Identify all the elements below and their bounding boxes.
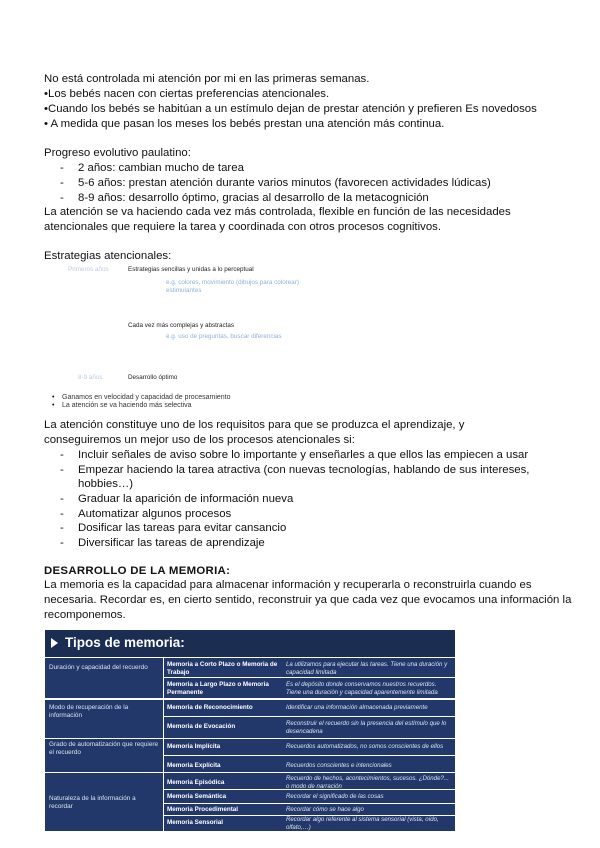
requirement-item: Incluir señales de aviso sobre lo importante y enseñarles a que ellos las empiecen a usar xyxy=(78,449,529,461)
table-category: Modo de recuperación de la información xyxy=(49,704,129,719)
memory-desc: Recuerdos automatizados, no somos conscientes de ellos xyxy=(286,743,444,750)
table-title: Tipos de memoria: xyxy=(65,635,185,650)
table-row xyxy=(164,699,455,716)
table-row xyxy=(164,772,455,789)
memory-types-table xyxy=(45,630,455,830)
progress-title: Progreso evolutivo paulatino: xyxy=(44,147,191,159)
requirement-item: Diversificar las tareas de aprendizaje xyxy=(78,537,265,549)
list-dash: - xyxy=(60,162,64,174)
list-dash: - xyxy=(60,192,64,204)
table-category: Grado de automatización que requiere el recuerdo xyxy=(49,741,159,756)
table-row xyxy=(164,657,455,677)
memory-type: Memoria Episódica xyxy=(167,779,225,786)
intro-line: No está controlada mi atención por mi en las primeras semanas. xyxy=(44,73,370,85)
memory-desc: Reconstruir el recuerdo sin la presencia del estímulo que lo desencadena xyxy=(286,720,447,735)
memory-type: Memoria a Corto Plazo o Memoria de Trabajo xyxy=(167,661,278,676)
progress-item: 5-6 años: prestan atención durante varios minutos (favorecen actividades lúdicas) xyxy=(78,177,491,189)
memory-text: recomponemos. xyxy=(44,609,126,621)
bullet-icon: • xyxy=(52,394,55,401)
table-row xyxy=(164,789,455,803)
strategies-title: Estrategias atencionales: xyxy=(44,250,172,262)
list-dash: - xyxy=(60,177,64,189)
progress-summary: La atención se va haciendo cada vez más controlada, flexible en función de las necesidades xyxy=(44,206,511,218)
memory-type: Memoria de Evocación xyxy=(167,723,236,730)
diagram-bullet: Ganamos en velocidad y capacidad de procesamiento xyxy=(62,394,231,401)
requirement-item: Automatizar algunos procesos xyxy=(78,508,232,520)
table-category-cell xyxy=(45,738,163,772)
memory-desc: Recuerdos conscientes e intencionales xyxy=(286,762,392,769)
list-dash: - xyxy=(60,522,64,534)
memory-heading: DESARROLLO DE LA MEMORIA: xyxy=(44,565,231,577)
intro-line: • A medida que pasan los meses los bebés prestan una atención más continua. xyxy=(44,118,445,130)
stage-title: Estrategias sencillas y unidas a lo perceptual xyxy=(128,266,254,273)
progress-item: 8-9 años: desarrollo óptimo, gracias al desarrollo de la metacognición xyxy=(78,192,429,204)
requirement-item: Dosificar las tareas para evitar cansancio xyxy=(78,522,287,534)
memory-desc: Recuerdo de hechos, acontecimientos, sucesos. ¿Dónde?... o modo de narración xyxy=(286,775,449,790)
memory-text: La memoria es la capacidad para almacenar información y recuperarla o reconstruirla cuando es xyxy=(44,579,532,591)
bullet-icon: • xyxy=(52,402,55,409)
stage-note: e.g. uso de preguntas, buscar diferencias xyxy=(166,333,282,340)
stage-label: 8-9 años xyxy=(78,374,103,381)
table-category-cell xyxy=(45,699,163,738)
intro-line: •Cuando los bebés se habitúan a un estímulo dejan de prestar atención y prefieren Es novedosos xyxy=(44,103,537,115)
table-row xyxy=(164,755,455,772)
memory-type: Memoria a Largo Plazo o Memoria Permanente xyxy=(167,681,269,696)
diagram-bullet: La atención se va haciendo más selectiva xyxy=(62,402,192,409)
table-category-cell xyxy=(45,657,163,698)
progress-summary: atencionales que requiere la tarea y coordinada con otros procesos cognitivos. xyxy=(44,221,442,233)
table-category-cell xyxy=(45,772,163,831)
table-category: Duración y capacidad del recuerdo xyxy=(49,664,148,671)
table-header xyxy=(45,630,455,657)
arrow-right-icon xyxy=(51,638,58,648)
memory-type: Memoria Implícita xyxy=(167,743,221,750)
table-category: Naturaleza de la información a recordar xyxy=(49,795,136,810)
memory-desc: Identificar una información almacenada previamente xyxy=(286,704,428,711)
requirements-intro: conseguiremos un mejor uso de los procesos atencionales si: xyxy=(44,434,355,446)
requirement-item: Graduar la aparición de información nueva xyxy=(78,493,294,505)
list-dash: - xyxy=(60,508,64,520)
table-row xyxy=(164,716,455,738)
memory-desc: Recordar cómo se hace algo xyxy=(286,806,364,813)
intro-line: •Los bebés nacen con ciertas preferencias atencionales. xyxy=(44,88,330,100)
memory-desc: La utilizamos para ejecutar las tareas. Tiene una duración y capacidad limitada xyxy=(286,661,448,676)
list-dash: - xyxy=(60,537,64,549)
memory-type: Memoria Semántica xyxy=(167,793,227,800)
requirement-item: hobbies…) xyxy=(78,478,134,490)
memory-type: Memoria de Reconocimiento xyxy=(167,704,253,711)
stage-note: e.g. colores, movimiento (dibujos para colorear) xyxy=(166,279,299,286)
stage-title: Desarrollo óptimo xyxy=(128,374,178,381)
stage-note: estimulantes xyxy=(166,287,202,294)
list-dash: - xyxy=(60,493,64,505)
table-row xyxy=(164,738,455,755)
memory-type: Memoria Explícita xyxy=(167,762,221,769)
requirements-intro: La atención constituye uno de los requisitos para que se produzca el aprendizaje, y xyxy=(44,419,465,431)
list-dash: - xyxy=(60,464,64,476)
table-row xyxy=(164,677,455,698)
requirement-item: Empezar haciendo la tarea atractiva (con nuevas tecnologías, hablando de sus intereses, xyxy=(78,464,530,476)
memory-text: necesaria. Recordar es, en cierto sentido, reconstruir ya que cada vez que evocamos una información la xyxy=(44,594,572,606)
memory-desc: Recordar el significado de las cosas xyxy=(286,793,384,800)
memory-desc: Recordar algo referente al sistema sensorial (vista, oído, olfato,…) xyxy=(286,816,439,831)
progress-item: 2 años: cambian mucho de tarea xyxy=(78,162,244,174)
table-row xyxy=(164,815,455,831)
stage-title: Cada vez más complejas y abstractas xyxy=(128,322,235,329)
stage-label: Primeros años xyxy=(68,266,109,273)
list-dash: - xyxy=(60,449,64,461)
memory-type: Memoria Procedimental xyxy=(167,806,239,813)
memory-desc: Es el depósito donde conservamos nuestros recuerdos. Tiene una duración y capacidad aparentemente limitada xyxy=(286,681,438,696)
memory-type: Memoria Sensorial xyxy=(167,819,223,826)
